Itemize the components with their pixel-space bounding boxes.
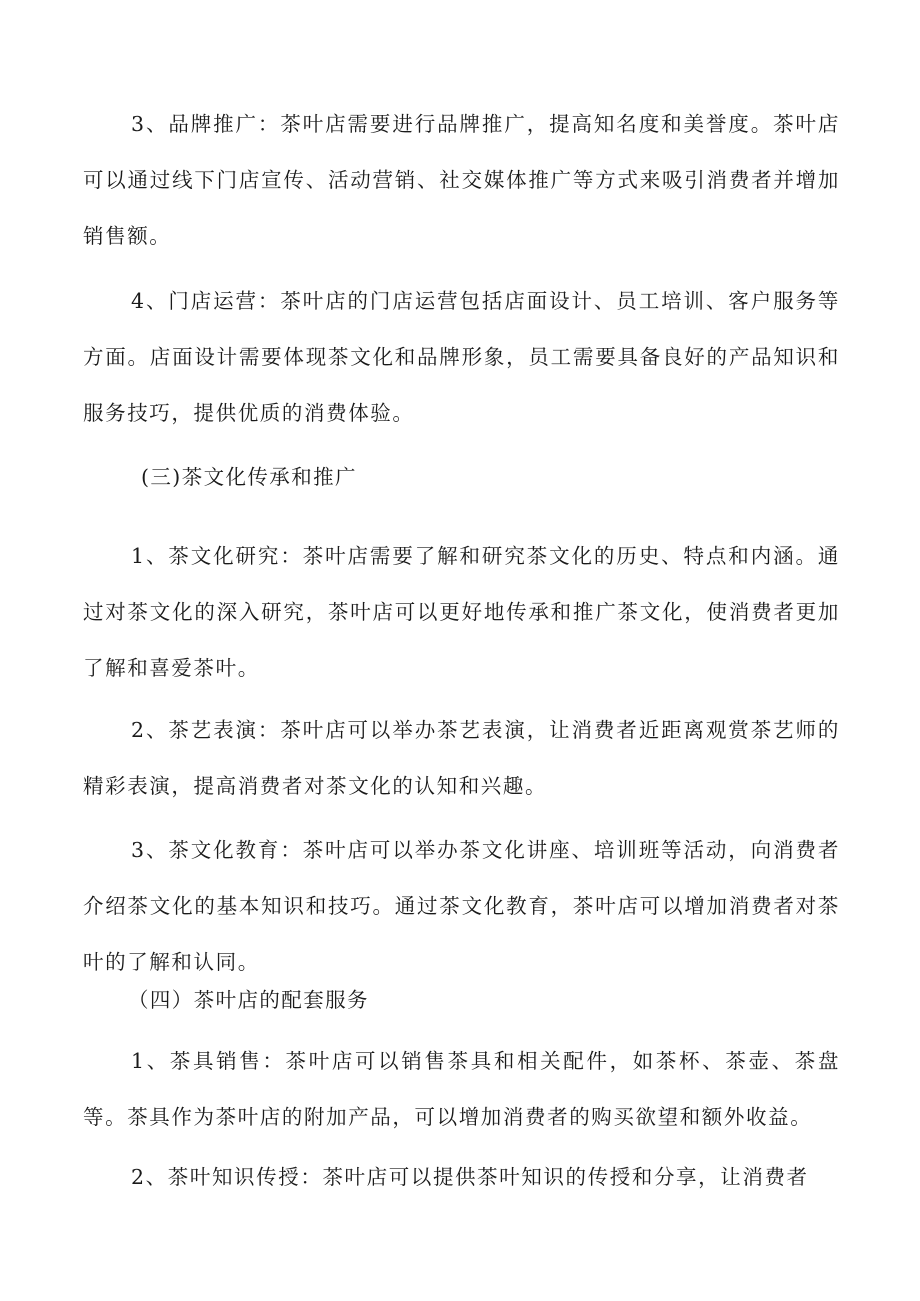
paragraph-tea-art-performance: 2、茶艺表演：茶叶店可以举办茶艺表演，让消费者近距离观赏茶艺师的精彩表演，提高消费者对茶文化的认知和兴趣。 (83, 718, 840, 798)
paragraph-brand-promotion: 3、品牌推广：茶叶店需要进行品牌推广，提高知名度和美誉度。茶叶店可以通过线下门店宣传、活动营销、社交媒体推广等方式来吸引消费者并增加销售额。 (83, 112, 840, 248)
paragraph-tea-knowledge: 2、茶叶知识传授：茶叶店可以提供茶叶知识的传授和分享，让消费者 (131, 1165, 809, 1189)
paragraph-tea-culture-education: 3、茶文化教育：茶叶店可以举办茶文化讲座、培训班等活动，向消费者介绍茶文化的基本知识和技巧。通过茶文化教育，茶叶店可以增加消费者对茶叶的了解和认同。 (83, 838, 840, 974)
paragraph-tea-culture-research: 1、茶文化研究：茶叶店需要了解和研究茶文化的历史、特点和内涵。通过对茶文化的深入研究，茶叶店可以更好地传承和推广茶文化，使消费者更加了解和喜爱茶叶。 (83, 544, 840, 680)
section-heading-tea-culture: (三)茶文化传承和推广 (141, 465, 357, 489)
paragraph-teaware-sales: 1、茶具销售：茶叶店可以销售茶具和相关配件，如茶杯、茶壶、茶盘等。茶具作为茶叶店的附加产品，可以增加消费者的购买欲望和额外收益。 (83, 1049, 840, 1129)
section-heading-supporting-services: （四）茶叶店的配套服务 (128, 988, 369, 1012)
paragraph-store-operations: 4、门店运营：茶叶店的门店运营包括店面设计、员工培训、客户服务等方面。店面设计需要体现茶文化和品牌形象，员工需要具备良好的产品知识和服务技巧，提供优质的消费体验。 (83, 289, 840, 425)
